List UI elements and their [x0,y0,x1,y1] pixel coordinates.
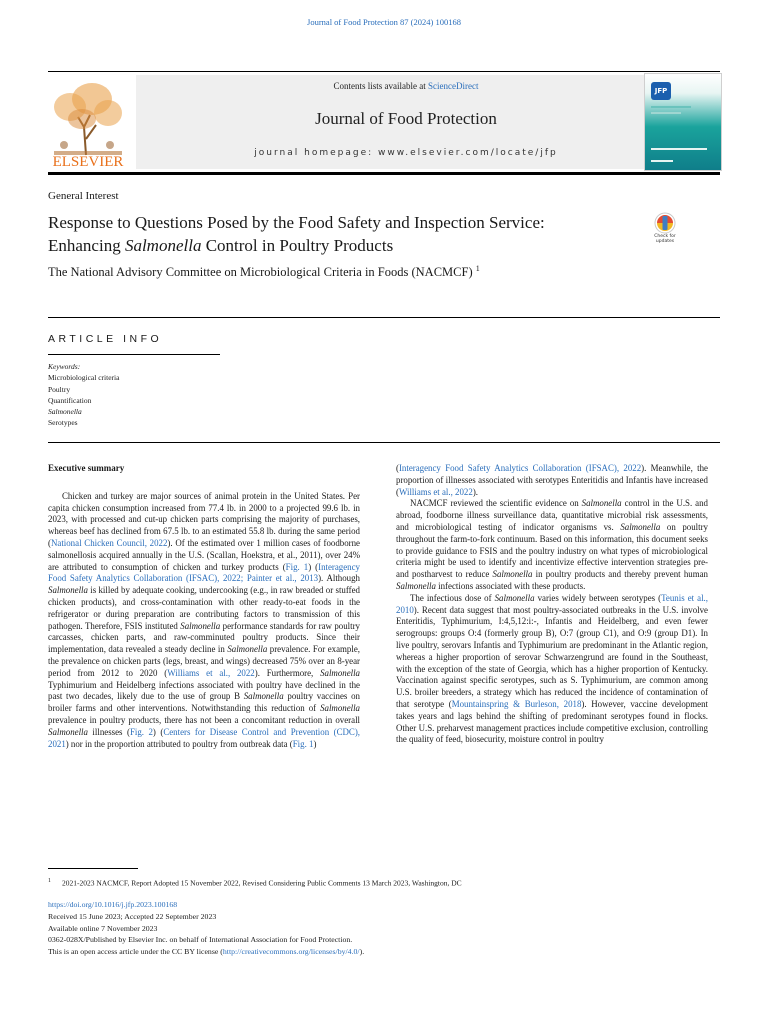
cover-badge: JFP [651,82,671,100]
crossmark-icon [648,212,682,234]
check-for-updates[interactable] [648,212,682,248]
authors [48,264,480,280]
italic-term: Salmonella [492,569,533,580]
text-run: ) ( [152,726,164,737]
license-link[interactable]: http://creativecommons.org/licenses/by/4.0/ [222,947,360,957]
online-date: Available online 7 November 2023 [48,923,158,933]
italic-term: Salmonella [494,592,535,603]
text-run: prevalence in poultry products, there has not been a concomitant reduction in overall [48,714,360,725]
journal-title: Journal of Food Protection [315,109,497,128]
crossmark-line: Check for [654,234,676,239]
journal-reference[interactable]: Journal of Food Protection 87 (2024) 100168 [307,17,461,27]
divider [48,354,220,355]
text-run: ) nor in the proportion attributed to poultry from outbreak data ( [65,738,293,749]
article-section: General Interest [48,190,119,202]
text-run: illnesses ( [87,726,130,737]
keyword: Quantification [48,395,92,405]
text-run: infections associated with these products. [435,580,586,591]
elsevier-logo[interactable] [48,77,128,169]
text-run: NACMCF reviewed the scientific evidence on [410,498,582,509]
keyword: Poultry [48,384,71,394]
text-run: Typhimurium and Heidelberg infections associated with poultry have declined in the past two decades, likely due to the use of group B [48,679,360,702]
title-line-1: Response to Questions Posed by the Food Safety and Inspection Service: [48,213,545,232]
elsevier-wordmark: ELSEVIER [52,154,124,169]
footnote [48,878,720,888]
text-run: ) ( [308,561,319,572]
italic-term: Salmonella [320,667,360,678]
title-part: Control in Poultry Products [201,236,394,255]
keyword: Serotypes [48,418,78,428]
text-run: in poultry products and thereby prevent human [532,569,708,580]
citation-link[interactable]: Teunis et al., 2010 [396,592,708,615]
elsevier-tree-icon [54,83,122,155]
text-run: ). However, vaccine development takes years and lags behind the shifting of predominant serotypes found in flocks. Other U.S. preharvest management practices include competitive exclusion, controlling the quality of feed, biosecurity, moisture control in poultry [396,698,708,745]
cover-line [651,148,707,150]
body-column-right [396,463,708,746]
text-run: poultry vaccines on broiler farms and other interventions. Notwithstanding this reduction of [48,691,360,714]
divider [48,442,720,443]
citation-link[interactable]: Fig. 1 [292,738,314,749]
issn-line: 0362-028X/Published by Elsevier Inc. on behalf of International Association for Food Protection. [48,935,353,945]
keywords-label [48,361,119,372]
text-run: The infectious dose of [410,592,495,603]
text-run: ). Although [318,573,360,584]
license-line [48,946,364,958]
header-center [136,75,676,169]
publication-info [48,899,364,958]
italic-term: Salmonella [243,691,284,702]
text-run: ). Meanwhile, the proportion of illnesses associated with serotypes Enteritidis and Infantis have increased ( [396,463,708,497]
author-name: The National Advisory Committee on Microbiological Criteria in Foods (NACMCF) [48,265,473,280]
body-paragraph [48,491,360,751]
keywords-label-text: Keywords: [48,362,81,371]
italic-term: Salmonella [227,644,268,655]
crossmark-line: updates [655,239,675,244]
italic-term: Salmonella [48,585,88,596]
text-run: ). Of the estimated over 1 million cases of foodborne salmonellosis acquired annually in the U.S. (Scallan, Hoekstra, et al., 2011), over 24% are attributed to consumption of chicken and turkey products ( [48,537,360,572]
contents-prefix: Contents lists available at [333,81,428,91]
license-text: This is an open access article under the CC BY license ( [48,947,223,957]
text-run: varies widely between serotypes ( [534,592,662,603]
citation-link[interactable]: Interagency Food Safety Analytics Collaboration (IFSAC), 2022; Painter et al., 2013 [48,561,360,584]
text-run: on poultry throughout the farm-to-fork continuum. Based on this information, this document seeks to provide guidance to FSIS and the poultry industry on what types of microbiological criteria might be used to identify and incentivize effective intervention strategies pre- and postharvest to reduce [396,521,708,580]
body-column-left [48,463,360,750]
body-paragraph [396,463,708,498]
citation-link[interactable]: Williams et al., 2022 [398,486,473,497]
text-run: is killed by adequate cooking, undercooking (e.g., in raw breaded or stuffed chicken products), and cross-contamination with other ready-to-eat foods in the refrigerator or during preparation are contributing factors to transmission of this pathogen. Therefore, FSIS instituted [48,585,360,631]
crossmark-label [648,234,682,244]
header-bottom-rule [48,172,720,175]
text-run: Chicken and turkey are major sources of animal protein in the United States. Per capita chicken consumption increased from 77.4 lb. in 2000 to a projected 99.6 lb. in 2023, with processed and cut-up chicken parts comprising the majority of purchases, whereas beef has declined from 67.5 lb. to an estimated 55.8 lb. during the same period ( [48,490,360,548]
italic-term: Salmonella [620,521,661,532]
text-run: ). Recent data suggest that most poultry-associated outbreaks in the U.S. involve Enteritidis, Typhimurium, I:4,5,12:i:-, Infantis and Heidelberg, and even fewer serogroups: groups O:4 (formerly group B), O:7 (group C1), and O:9 (group D1). In live poultry, serovars Infantis and Typhimurium are predominant in the Atlantic region, whereas a higher proportion of serovar Schwarzengrund are found in the Southeast, with the exception of the state of Georgia, which has a higher proportion of Kentucky. Vaccination against specific serotypes, such as S. Typhimurium, are common among U.S. broiler breeders, a strategy which has reduced the incidence of contamination of that serotype ( [396,604,708,709]
citation-link[interactable]: National Chicken Council, 2022 [50,537,168,548]
italic-term: Salmonella [581,498,622,509]
body-paragraph [396,593,708,746]
article-title [48,211,618,257]
citation-link[interactable]: Williams et al., 2022 [167,667,255,678]
cover-line [651,160,673,162]
text-run: ( [396,463,399,473]
cover-line [651,106,691,108]
title-italic: Salmonella [124,236,202,255]
italic-term: Salmonella [396,580,436,591]
italic-term: Salmonella [320,703,360,714]
citation-link[interactable]: Fig. 1 [285,561,309,572]
title-part: Enhancing [48,236,125,255]
header-top-rule [48,71,720,72]
keyword-italic: Salmonella [48,407,82,417]
license-text: ). [359,947,365,957]
keyword: Microbiological criteria [48,373,120,383]
section-heading: Executive summary [48,463,125,473]
text-run: control in the U.S. and abroad, foodborne illness surveillance data, quantitative microbial risk assessments, and microbiological testing of indicator organisms vs. [396,498,708,532]
journal-header [48,71,720,177]
article-info-heading: ARTICLE INFO [48,333,163,345]
sciencedirect-link[interactable]: ScienceDirect [428,81,479,91]
text-run: prevalence. For example, the prevalence on chicken parts (legs, breast, and wings) decreased 75% over an 8-year period from 2012 to 2020 ( [48,644,360,678]
text-run: ) [313,738,317,749]
received-dates: Received 15 June 2023; Accepted 22 September 2023 [48,911,217,921]
body-paragraph [396,498,708,592]
author-footnote-mark[interactable]: 1 [475,264,480,273]
title-line-2 [48,234,618,257]
text-run: ). Furthermore, [254,667,321,678]
footnote-rule [48,868,138,869]
citation-link[interactable]: Centers for Disease Control and Prevention (CDC), 2021 [48,726,361,749]
citation-link[interactable]: Fig. 2 [129,726,153,737]
citation-link[interactable]: Interagency Food Safety Analytics Collaboration (IFSAC), 2022 [398,463,642,473]
text-run: performance standards for raw poultry carcasses, chicken parts, and raw-comminuted poultry products. Since their implementation, data revealed a steady decline in [48,620,360,655]
journal-cover[interactable] [644,73,722,171]
text-run: ). [472,486,478,497]
divider [48,317,720,318]
doi-link[interactable]: https://doi.org/10.1016/j.jfp.2023.100168 [48,900,178,909]
italic-term: Salmonella [180,620,221,631]
citation-link[interactable]: Mountainspring & Burleson, 2018 [451,698,582,709]
contents-line [136,81,676,91]
keywords [48,361,119,429]
italic-term: Salmonella [48,726,88,737]
cover-line [651,112,681,114]
footnote-number: 1 [48,878,51,884]
journal-homepage[interactable]: journal homepage: www.elsevier.com/locate/jfp [254,148,558,158]
keyword [48,406,119,417]
footnote-text: 2021-2023 NACMCF, Report Adopted 15 November 2022, Revised Considering Public Comments 13 March 2023, Washington, DC [62,878,462,888]
